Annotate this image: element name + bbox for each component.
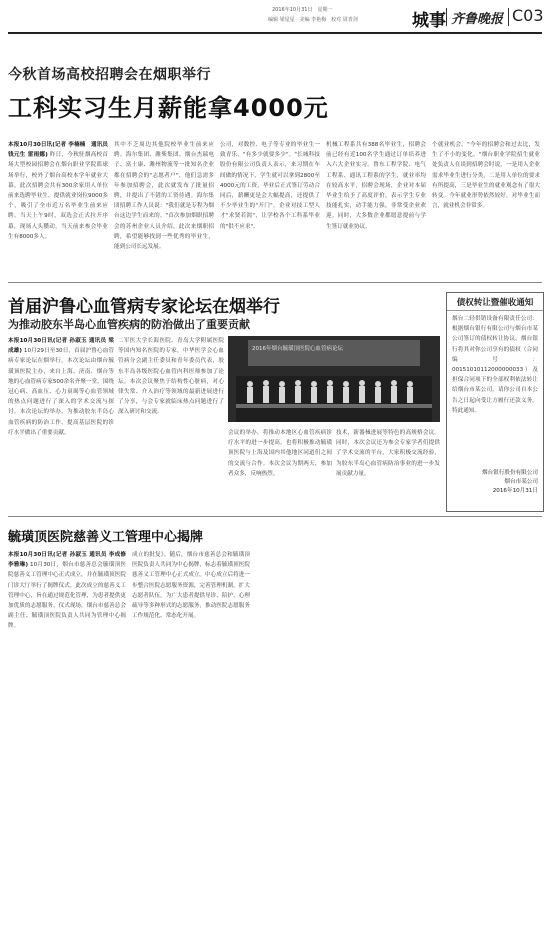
article1-byline: 本报10月30日讯(记者 李楠楠 通讯员 钱元生 雷雨娜) (8, 142, 108, 159)
section-name: 城事 (412, 11, 446, 31)
article1-col5: 个就业机会。"今年的招聘会和过去比，发生了不小的变化。"烟台职业学院招生就业处负责人在谈到招聘会时说，一是用人企业需求毕业生进行分类，二是用人单位的要求有所提高，三是毕业生的就业观念有了很大转变。今年就业形势依然较好，对毕业生而言，就业机会非常多。 (432, 142, 540, 210)
notice-title: 债权转让暨催收通知 (447, 293, 543, 311)
paper-logo: 齐鲁晚报 (451, 12, 504, 27)
article2-rule (8, 516, 542, 517)
article2-col1: 本报10月30日讯(记者 孙淑玉 通讯员 梁成雄) 10月29日至30日，首届沪鲁心血管病专家论坛在烟举行。本次论坛由烟台毓璜顶医院主办，来自上海、济南、烟台等地的心血管病专家500余名齐聚一堂，围绕冠心病、高血压、心力衰竭等心血管领域的热点问题进行了深入的学术交流与探讨。本次论坛的举办，为推动胶东半岛心血管疾病的防治工作、提高基层医院的诊疗水平做出了重要贡献。 (8, 338, 114, 436)
article1-col3: 公司，对数控、电子等专业的毕业生一致青乐，"有多少就要多少"。"长城科技股份有限公司负责人表示，来习期在车间做的情况下，学生就可以拿到2800至4000元的工资，毕业后正式签订劳动合同后，薪酬更是会大幅提高，还提供了不少毕业生的"开门"。企业对技工型人才"求贤若渴"，让学校各个工科系毕业的"供不应求"。 (220, 142, 320, 230)
notice-body: 烟台二轻供销设备有限责任公司：根据烟台银行有限公司与烟台市某公司签订的债权转让协议，烟台银行将其对你公司享有的债权（合同编号：00151010112000000033）及担保合同项下的全部权利依法转让给烟台市某公司。请你公司自本公告之日起向受让方履行还款义务。特此通知。 (452, 316, 538, 414)
photo-banner-text: 2016年烟台毓璜顶医院心血管病论坛 (252, 346, 343, 352)
notice-signature: 烟台银行股份有限公司 (482, 470, 538, 476)
article2-col5: 技术，新器械进展等特色的高规格会议。同时，本次会议还为参会专家学者们提供了学术交流的平台，大家积极交流经验，为胶东半岛心血管病防治事业的进一步发展贡献力量。 (336, 430, 440, 477)
issue-date: 2016年10月31日 星期一 (272, 7, 333, 13)
staff-credits: 编辑 梁星星 美编 李艳梅 校对 周青剑 (268, 17, 358, 23)
article1-rule (8, 282, 542, 283)
article2-col4: 会议的举办，将推动本地区心血管疾病诊疗水平的进一步提高，也将积极推动毓璜顶医院与上海及国内其他地区同道们之间的交流与合作。本次会议为期两天，参加者众多，反响热烈。 (228, 430, 332, 477)
article1-col4: 机械工程系共有388名毕业生，招聘会前已经有近100名学生通过订单培养进入六大企业实习。鲁东工程学院、电气工程系、通讯工程系的学生，就业率均在较高水平，招聘会现场，企业对本届毕业生给予了高度评价，表示学生专业技能扎实，动手能力强，非常受企业欢迎。同时，大多数企业都愿意提前与学生签订就业协议。 (326, 142, 426, 230)
notice-date: 2016年10月31日 (492, 488, 538, 494)
article1-col2: 其中不乏周边其他院校毕业生前来应聘。海尔集团、潍柴集团、烟台杰瑞电子、富士康、潍州物流等一批知名企业都在招聘会的"志愿者户"，他们急需多年参加招聘会，此次就发布了批量招聘，并提出了不错的工资待遇。海尔集团招聘工作人员说："我们就是专程为烟台这边学生而来的。"首次参加烟职招聘会的苏州企业人员介绍，此次来烟职招聘，希望能够找到一些优秀的毕业生，能到公司长远发展。 (114, 142, 214, 251)
article2-subtitle: 为推动胶东半岛心血管疾病的防治做出了重要贡献 (8, 318, 250, 331)
header-rule (8, 32, 542, 34)
debt-notice-box (446, 292, 544, 512)
article2-byline: 本报10月30日讯(记者 孙淑玉 通讯员 梁成雄) (8, 338, 114, 355)
article1-col1: 本报10月30日讯(记者 李楠楠 通讯员 钱元生 雷雨娜) 昨日，今秋驻烟高校首场大型校园招聘会在烟台职业学院篮球场举行，校外了烟台高校本学年就业大幕，此次招聘会共有300余家用人单位前来选聘毕业生，提供就业岗位9000多个，吸引了全市近万名毕业生前来应聘。当天上午9时，双选会正式拉开序幕，现场人头攒动。当天前来参会毕业生有8000多人。 (8, 142, 108, 240)
article1-title: 工科实习生月薪能拿4000元 (8, 94, 329, 122)
article3-title: 毓璜顶医院慈善义工管理中心揭牌 (8, 530, 204, 545)
header-divider-2 (508, 8, 509, 26)
notice-signature-2: 烟台市某公司 (504, 479, 538, 485)
article3-col1: 本报10月30日讯(记者 孙淑玉 通讯员 李成修 李雅琳) 10月30日，烟台市慈善总会毓璜顶医院慈善义工管理中心正式成立，并在毓璜顶医院门诊大厅举行了揭牌仪式。此次成立的慈善义工管理中心，旨在通过规范化管理，为患者提供更加优质的志愿服务。仪式现场，烟台市慈善总会副主任、毓璜顶医院负责人共同为管理中心揭牌。 (8, 552, 126, 630)
article2-title: 首届沪鲁心血管病专家论坛在烟举行 (8, 297, 280, 317)
article2-col2: 二军医大学长海医院、青岛大学附属医院等国内知名医院的专家，中华医学会心血管病分会副主任委员和青年委员代表，胶东半岛各级医院心血管内科医师参加了论坛。本次会议聚焦于结构性心脏病，对心律失常、介入治疗等领域的最新进展进行了分享，与会专家就临床热点问题进行了深入研讨和交流。 (118, 338, 224, 416)
article1-kicker: 今秋首场高校招聘会在烟职举行 (8, 67, 211, 83)
article3-col2: 成立的批复》。随后，烟台市慈善总会和毓璜顶医院负责人共同为中心揭牌，标志着毓璜顶医院慈善义工管理中心正式成立。中心成立后将进一步整合医院志愿服务资源，完善管理机制，扩大志愿者队伍，为广大患者提供导诊、陪护、心理疏导等多种形式的志愿服务，推动医院志愿服务工作规范化、常态化开展。 (132, 552, 250, 620)
page-number: C03 (512, 6, 544, 25)
forum-photo (228, 336, 440, 422)
article3-byline: 本报10月30日讯(记者 孙淑玉 通讯员 李成修 李雅琳) (8, 552, 126, 569)
header-divider (446, 8, 447, 26)
